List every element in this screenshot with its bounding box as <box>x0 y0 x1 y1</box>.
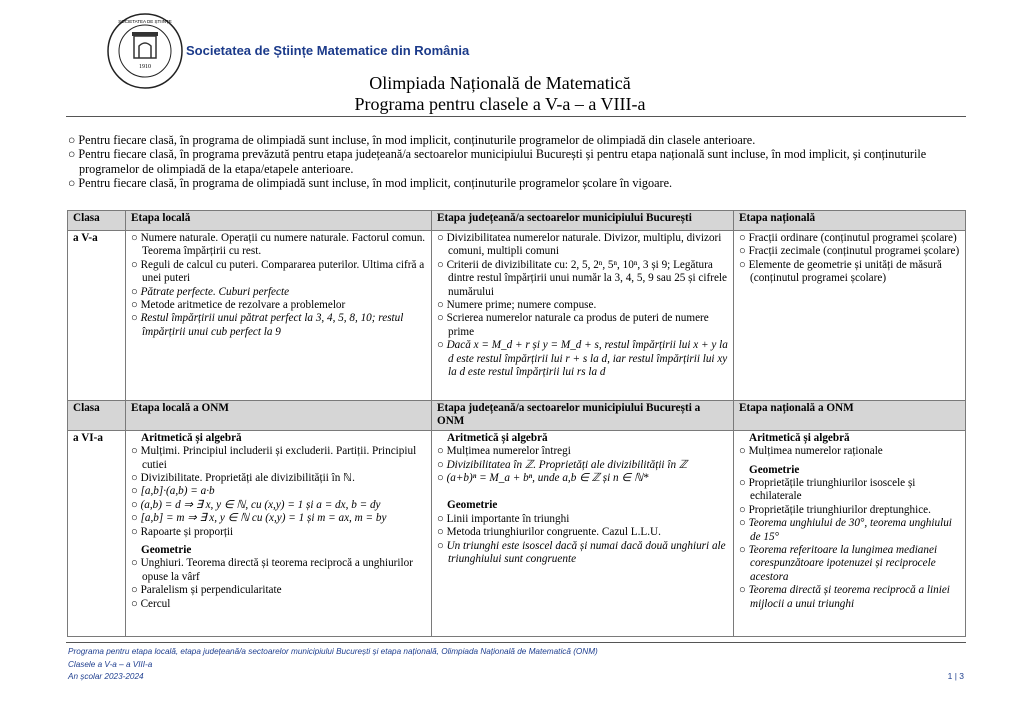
list-item: ○ Divizibilitate. Proprietăți ale divizibilității în ℕ. <box>131 472 426 485</box>
list-item: ○ Metoda triunghiurilor congruente. Cazul L.L.U. <box>437 526 728 539</box>
list-item: ○ Mulțimea numerelor raționale <box>739 445 960 458</box>
list-item: ○ Elemente de geometrie și unități de măsură (conținutul programei școlare) <box>739 259 960 286</box>
list-item: ○ Metode aritmetice de rezolvare a problemelor <box>131 299 426 312</box>
table-row-class-5 <box>68 231 966 401</box>
page-subtitle: Programa pentru clasele a V-a – a VIII-a <box>354 94 646 114</box>
list-item: ○ Numere naturale. Operații cu numere naturale. Factorul comun. Teorema împărțirii cu rest. <box>131 232 426 259</box>
county-stage-cell <box>432 430 734 636</box>
table-row-class-6 <box>68 430 966 636</box>
list-item: ○ Teorema directă și teorema reciprocă a liniei mijlocii a unui triunghi <box>739 584 960 611</box>
table-header-row <box>68 401 966 431</box>
section-heading: Aritmetică și algebră <box>749 431 850 444</box>
society-seal-logo <box>106 12 184 90</box>
section-heading: Geometrie <box>447 499 498 512</box>
intro-notes <box>68 133 968 190</box>
list-item: ○ Reguli de calcul cu puteri. Compararea puterilor. Ultima cifră a unei puteri <box>131 259 426 286</box>
formula-item: ○ (a,b) = d ⇒ ∃ x, y ∈ ℕ, cu (x,y) = 1 și a = dx, b = dy <box>131 499 426 512</box>
list-item: ○ Rapoarte și proporții <box>131 526 426 539</box>
intro-note: ○ Pentru fiecare clasă, în programa de olimpiadă sunt incluse, în mod implicit, conținuturile programelor școlare în vigoare. <box>68 175 673 190</box>
list-item: ○ Mulțimi. Principiul includerii și excluderii. Partiții. Principiul cutiei <box>131 445 426 472</box>
class-label: a VI-a <box>68 430 126 636</box>
local-stage-cell <box>126 430 432 636</box>
footer-line: An școlar 2023-2024 <box>68 672 144 681</box>
header-divider <box>66 116 966 117</box>
column-header: Etapa națională a ONM <box>734 401 966 431</box>
list-item: ○ Pătrate perfecte. Cuburi perfecte <box>131 286 426 299</box>
column-header: Etapa locală <box>126 211 432 231</box>
page-title: Olimpiada Națională de Matematică <box>369 73 631 93</box>
intro-note: ○ Pentru fiecare clasă, în programa de olimpiadă sunt incluse, în mod implicit, conținuturile programelor de olimpiadă din clasele anterioare. <box>68 133 756 147</box>
footer-divider <box>66 642 966 643</box>
column-header: Etapa locală a ONM <box>126 401 432 431</box>
list-item: ○ Cercul <box>131 598 426 611</box>
svg-text:1910: 1910 <box>139 64 151 70</box>
footer-line: Clasele a V-a – a VIII-a <box>68 660 153 669</box>
section-heading: Aritmetică și algebră <box>141 431 242 444</box>
page-number: 1 | 3 <box>947 671 964 681</box>
list-item: ○ Fracții ordinare (conținutul programei școlare) <box>739 232 960 245</box>
column-header: Etapa națională <box>734 211 966 231</box>
society-name: Societatea de Științe Matematice din România <box>186 43 470 58</box>
list-item: ○ Proprietățile triunghiurilor dreptunghice. <box>739 504 960 517</box>
county-stage-cell <box>432 231 734 401</box>
local-stage-cell <box>126 231 432 401</box>
formula-item: ○ [a,b] = m ⇒ ∃ x, y ∈ ℕ cu (x,y) = 1 și m = ax, m = by <box>131 512 426 525</box>
list-item: ○ Unghiuri. Teorema directă și teorema reciprocă a unghiurilor opuse la vârf <box>131 557 426 584</box>
svg-text:SOCIETATEA DE ȘTIINȚE: SOCIETATEA DE ȘTIINȚE <box>118 19 172 24</box>
section-heading: Geometrie <box>749 463 800 476</box>
list-item: ○ Paralelism și perpendicularitate <box>131 584 426 597</box>
formula-item: ○ [a,b]·(a,b) = a·b <box>131 485 426 498</box>
list-item: ○ Divizibilitatea numerelor naturale. Divizor, multiplu, divizori comuni, multipli comuni <box>437 232 728 259</box>
list-item: ○ Proprietățile triunghiurilor isoscele și echilaterale <box>739 477 960 504</box>
national-stage-cell <box>734 430 966 636</box>
list-item: ○ Scrierea numerelor naturale ca produs de puteri de numere prime <box>437 312 728 339</box>
list-item: ○ Fracții zecimale (conținutul programei școlare) <box>739 245 960 258</box>
list-item: ○ Restul împărțirii unui pătrat perfect la 3, 4, 5, 8, 10; restul împărțirii unui cub perfect la 9 <box>131 312 426 339</box>
list-item: ○ Numere prime; numere compuse. <box>437 299 728 312</box>
list-item: ○ Criterii de divizibilitate cu: 2, 5, 2ⁿ, 5ⁿ, 10ⁿ, 3 și 9; Legătura dintre restul împărțirii unui număr la 3, 4, 5, 9 sau 25 și cifrele numărului <box>437 259 728 299</box>
column-header: Etapa județeană/a sectoarelor municipiului București a ONM <box>432 401 734 431</box>
list-item: ○ Un triunghi este isoscel dacă și numai dacă două unghiuri ale triunghiului sunt congruente <box>437 540 728 567</box>
section-heading: Aritmetică și algebră <box>447 431 548 444</box>
list-item: ○ Dacă x = M_d + r și y = M_d + s, restul împărțirii lui x + y la d este restul împărțirii lui r + s la d, iar restul împărțirii lui xy la d este restul împărțirii lui rs la d <box>437 339 728 379</box>
list-item: ○ Divizibilitatea în ℤ. Proprietăți ale divizibilității în ℤ <box>437 459 728 472</box>
footer-line: Programa pentru etapa locală, etapa județeană/a sectoarelor municipiului București și etapa națională, Olimpiada Națională de Matematică (ONM) <box>68 647 598 656</box>
column-header: Etapa județeană/a sectoarelor municipiului București <box>432 211 734 231</box>
section-heading: Geometrie <box>141 544 192 557</box>
list-item: ○ Teorema unghiului de 30°, teorema unghiului de 15° <box>739 517 960 544</box>
intro-note: ○ Pentru fiecare clasă, în programa prevăzută pentru etapa județeană/a sectoarelor municipiului București și pentru etapa națională sunt incluse, în mod implicit, și conținuturile programelor de olimpiadă de la etapa/etapele anterioare. <box>68 147 927 176</box>
class-label: a V-a <box>68 231 126 401</box>
table-header-row <box>68 211 966 231</box>
national-stage-cell <box>734 231 966 401</box>
program-table <box>67 210 966 637</box>
list-item: ○ Teorema referitoare la lungimea medianei corespunzătoare ipotenuzei și reciprocele acestora <box>739 544 960 584</box>
list-item: ○ Mulțimea numerelor întregi <box>437 445 728 458</box>
column-header: Clasa <box>68 401 126 431</box>
formula-item: ○ (a+b)ⁿ = M_a + bⁿ, unde a,b ∈ ℤ și n ∈ ℕ* <box>437 472 728 485</box>
column-header: Clasa <box>68 211 126 231</box>
list-item: ○ Linii importante în triunghi <box>437 513 728 526</box>
